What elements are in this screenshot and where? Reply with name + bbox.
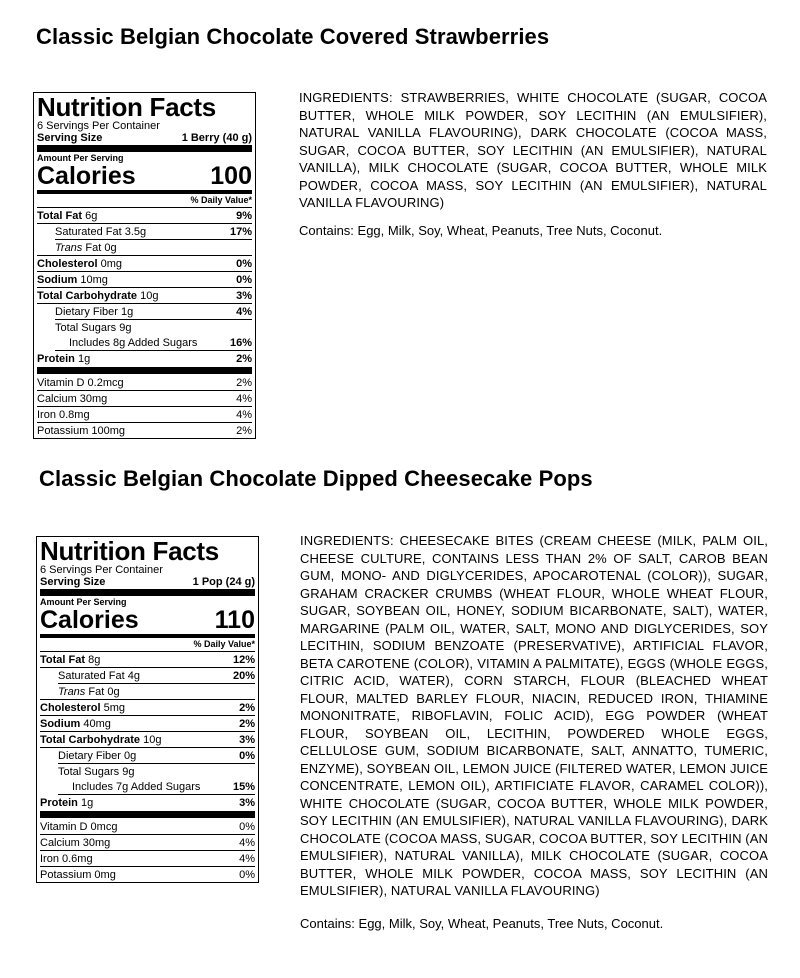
iron-row xyxy=(40,851,255,867)
total-carb-label: Total Carbohydrate xyxy=(40,733,141,746)
servings-per-container: 6 Servings Per Container xyxy=(40,564,163,576)
sodium-pct: 2% xyxy=(239,717,255,730)
total-carb-label: Total Carbohydrate xyxy=(37,289,138,302)
trans-fat-text: Fat 0g xyxy=(85,241,117,254)
divider-thick xyxy=(40,589,255,596)
cholesterol-pct: 0% xyxy=(236,257,252,270)
total-fat-row xyxy=(37,208,252,224)
saturated-fat-text: Saturated Fat 4g xyxy=(58,669,140,682)
serving-size-value: 1 Berry (40 g) xyxy=(181,132,252,144)
saturated-fat-row xyxy=(55,224,252,240)
dietary-fiber-row xyxy=(55,304,252,320)
serving-size-label: Serving Size xyxy=(40,576,106,588)
serving-size-label: Serving Size xyxy=(37,132,103,144)
serving-size-row xyxy=(40,576,255,588)
cholesterol-label: Cholesterol xyxy=(40,701,101,714)
calcium-row xyxy=(40,835,255,851)
protein-row xyxy=(37,351,252,366)
calories-label: Calories xyxy=(37,162,136,190)
potassium-pct: 2% xyxy=(236,424,252,437)
saturated-fat-pct: 17% xyxy=(229,225,252,238)
total-sugars-row xyxy=(37,320,252,335)
protein-amount: 1g xyxy=(80,796,94,809)
total-carb-pct: 3% xyxy=(239,733,255,746)
servings-per-container: 6 Servings Per Container xyxy=(37,120,160,132)
protein-amount: 1g xyxy=(77,352,91,365)
iron-pct: 4% xyxy=(239,852,255,865)
allergen-contains-text: Contains: Egg, Milk, Soy, Wheat, Peanuts, Tree Nuts, Coconut. xyxy=(300,916,664,931)
dietary-fiber-row xyxy=(58,748,255,764)
potassium-row xyxy=(37,423,252,438)
product-title-strawberries: Classic Belgian Chocolate Covered Strawberries xyxy=(36,24,550,49)
calcium-text: Calcium 30mg xyxy=(37,392,108,405)
saturated-fat-row xyxy=(58,668,255,684)
daily-value-header: % Daily Value* xyxy=(37,195,252,208)
vitamin-d-text: Vitamin D 0mcg xyxy=(40,820,118,833)
calories-value: 100 xyxy=(210,162,252,190)
protein-label: Protein xyxy=(37,352,75,365)
cholesterol-pct: 2% xyxy=(239,701,255,714)
iron-text: Iron 0.6mg xyxy=(40,852,93,865)
total-fat-amount: 8g xyxy=(88,653,101,666)
total-carb-row xyxy=(37,288,252,304)
sodium-row xyxy=(40,716,255,732)
total-fat-label: Total Fat xyxy=(40,653,86,666)
total-fat-amount: 6g xyxy=(85,209,98,222)
protein-pct: 2% xyxy=(236,352,252,365)
sodium-label: Sodium xyxy=(37,273,78,286)
protein-label: Protein xyxy=(40,796,78,809)
total-sugars-row xyxy=(40,764,255,779)
added-sugars-row xyxy=(55,335,252,351)
sodium-pct: 0% xyxy=(236,273,252,286)
ingredients-text: INGREDIENTS: CHEESECAKE BITES (CREAM CHEESE (MILK, PALM OIL, CHEESE CULTURE, CONTAINS LESS THAN 2% OF SALT, CAROB BEAN GUM, MONO- AND DIGLYCERIDES, APOCAROTENAL (COLOR)), SUGAR, GRAHAM CRACKER CRUMBS (WHEAT FLOUR, WHOLE WHEAT FLOUR, SUGAR, SOYBEAN OIL, HONEY, SODIUM BICARBONATE, SALT), WATER, MARGARINE (PALM OIL, WATER, SALT, MONO AND DIGLYCERIDES, SOY LECITHIN, SODIUM BENZOATE (PRESERVATIVE), ARTIFICIAL FLAVOR, BETA CAROTENE (COLOR), VITAMIN A PALMITATE), EGGS (WHOLE EGGS, CITRIC ACID, WATER), CORN STARCH, FLOUR (BLEACHED WHEAT FLOUR, MALTED BARLEY FLOUR, NIACIN, REDUCED IRON, THIAMINE MONONITRATE, RIBOFLAVIN, FOLIC ACID), EGG POWDER (WHEAT FLOUR, SOYBEAN OIL, LECITHIN, POWDERED WHOLE EGGS, CELLULOSE GUM, SODIUM BICARBONATE, SALT, ANNATTO, TUMERIC, ENZYME), SOYBEAN OIL, LEMON JUICE (FILTERED WATER, LEMON JUICE CONCENTRATE, LEMON OIL), ARTIFICIATE FLAVOR, CARAMEL COLOR)), WHITE CHOCOLATE (SUGAR, COCOA BUTTER, WHOLE MILK POWDER, SOY LECITHIN (AN EMULSIFIER), NATURAL VANILLA FLAVOURING), DARK CHOCOLATE (COCOA MASS, SUGAR, COCOA BUTTER, SOY LECITHIN (AN EMULSIFIER), NATURAL VANILLA), MILK CHOCOLATE (SUGAR, COCOA BUTTER, WHOLE MILK POWDER, COCOA MASS, SOY LECITHIN (AN EMULSIFIER), NATURAL VANILLA FLAVOURING) xyxy=(300,533,768,898)
divider-medium xyxy=(37,190,252,194)
total-sugars-text: Total Sugars 9g xyxy=(55,321,132,334)
added-sugars-text: Includes 7g Added Sugars xyxy=(72,780,201,793)
dietary-fiber-text: Dietary Fiber 1g xyxy=(55,305,134,318)
dietary-fiber-text: Dietary Fiber 0g xyxy=(58,749,137,762)
divider-thick xyxy=(37,367,252,374)
calories-value: 110 xyxy=(214,606,255,634)
total-carb-amount: 10g xyxy=(143,733,162,746)
cholesterol-amount: 0mg xyxy=(100,257,122,270)
vitamin-d-row xyxy=(40,819,255,835)
nutrition-facts-panel xyxy=(36,536,259,883)
total-fat-row xyxy=(40,652,255,668)
trans-fat-row xyxy=(37,240,252,256)
amount-per-serving: Amount Per Serving xyxy=(37,153,124,163)
protein-pct: 3% xyxy=(239,796,255,809)
iron-text: Iron 0.8mg xyxy=(37,408,90,421)
calories-row xyxy=(40,608,255,633)
sodium-label: Sodium xyxy=(40,717,81,730)
serving-size-row xyxy=(37,132,252,144)
calcium-text: Calcium 30mg xyxy=(40,836,111,849)
sodium-row xyxy=(37,272,252,288)
trans-label: Trans xyxy=(55,241,83,254)
daily-value-header: % Daily Value* xyxy=(40,639,255,652)
vitamin-d-pct: 2% xyxy=(236,376,252,389)
potassium-pct: 0% xyxy=(239,868,255,881)
added-sugars-pct: 16% xyxy=(229,336,252,349)
dietary-fiber-pct: 0% xyxy=(239,749,255,762)
nutrition-facts-heading: Nutrition Facts xyxy=(40,536,219,566)
trans-fat-row xyxy=(40,684,255,700)
calories-label: Calories xyxy=(40,606,139,634)
nutrition-facts-panel xyxy=(33,92,256,439)
total-sugars-text: Total Sugars 9g xyxy=(58,765,135,778)
saturated-fat-text: Saturated Fat 3.5g xyxy=(55,225,147,238)
iron-pct: 4% xyxy=(236,408,252,421)
sodium-amount: 40mg xyxy=(83,717,111,730)
product-title-cheesecake-pops: Classic Belgian Chocolate Dipped Cheesecake Pops xyxy=(39,466,593,491)
cholesterol-row xyxy=(40,700,255,716)
potassium-text: Potassium 0mg xyxy=(40,868,116,881)
vitamin-d-row xyxy=(37,375,252,391)
potassium-text: Potassium 100mg xyxy=(37,424,126,437)
potassium-row xyxy=(40,867,255,882)
total-carb-amount: 10g xyxy=(140,289,159,302)
serving-size-value: 1 Pop (24 g) xyxy=(192,576,255,588)
dietary-fiber-pct: 4% xyxy=(236,305,252,318)
total-carb-pct: 3% xyxy=(236,289,252,302)
cholesterol-row xyxy=(37,256,252,272)
protein-row xyxy=(40,795,255,810)
added-sugars-pct: 15% xyxy=(232,780,255,793)
total-fat-pct: 12% xyxy=(232,653,255,666)
divider-thick xyxy=(40,811,255,818)
trans-fat-text: Fat 0g xyxy=(88,685,120,698)
total-carb-row xyxy=(40,732,255,748)
ingredients-text: INGREDIENTS: STRAWBERRIES, WHITE CHOCOLATE (SUGAR, COCOA BUTTER, WHOLE MILK POWDER, SOY LECITHIN (AN EMULSIFIER), NATURAL VANILLA FLAVOURING), DARK CHOCOLATE (COCOA MASS, SUGAR, COCOA BUTTER, SOY LECITHIN (AN EMULSIFIER), NATURAL VANILLA), MILK CHOCOLATE (SUGAR, COCOA BUTTER, WHOLE MILK POWDER, COCOA MASS, SOY LECITHIN (AN EMULSIFIER), NATURAL VANILLA FLAVOURING) xyxy=(299,90,767,210)
calories-row xyxy=(37,164,252,189)
vitamin-d-pct: 0% xyxy=(239,820,255,833)
vitamin-d-text: Vitamin D 0.2mcg xyxy=(37,376,124,389)
amount-per-serving: Amount Per Serving xyxy=(40,597,127,607)
sodium-amount: 10mg xyxy=(80,273,108,286)
allergen-contains-text: Contains: Egg, Milk, Soy, Wheat, Peanuts, Tree Nuts, Coconut. xyxy=(299,223,663,238)
total-fat-pct: 9% xyxy=(236,209,252,222)
calcium-pct: 4% xyxy=(236,392,252,405)
saturated-fat-pct: 20% xyxy=(232,669,255,682)
calcium-row xyxy=(37,391,252,407)
calcium-pct: 4% xyxy=(239,836,255,849)
iron-row xyxy=(37,407,252,423)
added-sugars-text: Includes 8g Added Sugars xyxy=(69,336,198,349)
cholesterol-amount: 5mg xyxy=(103,701,125,714)
trans-label: Trans xyxy=(58,685,86,698)
total-fat-label: Total Fat xyxy=(37,209,83,222)
divider-medium xyxy=(40,634,255,638)
added-sugars-row xyxy=(58,779,255,795)
divider-thick xyxy=(37,145,252,152)
cholesterol-label: Cholesterol xyxy=(37,257,98,270)
nutrition-facts-heading: Nutrition Facts xyxy=(37,92,216,122)
